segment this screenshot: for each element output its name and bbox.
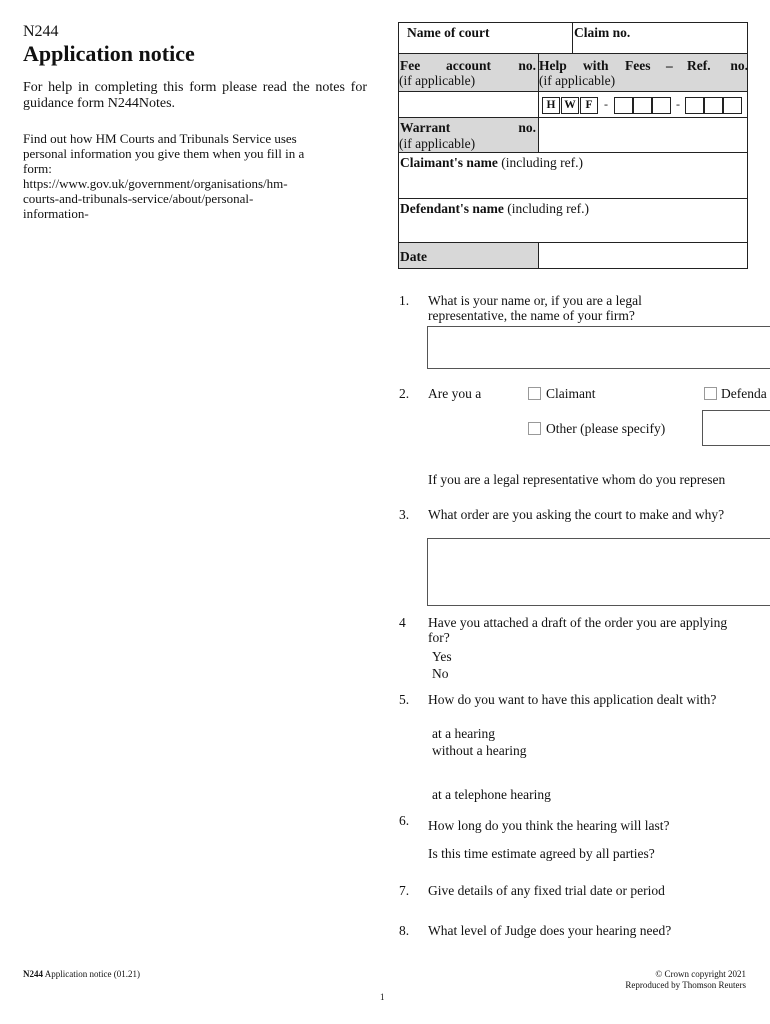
- q3-answer-field[interactable]: [427, 538, 770, 606]
- other-option-label: Other (please specify): [546, 421, 666, 436]
- hwf-dash: -: [604, 97, 608, 111]
- hwf-input[interactable]: [633, 97, 652, 114]
- privacy-link[interactable]: courts-and-tribunals-service/about/personal-: [23, 191, 254, 206]
- hwf-input[interactable]: [723, 97, 742, 114]
- q5-without-hearing-option[interactable]: without a hearing: [432, 743, 527, 758]
- hwf-letter: W: [561, 97, 579, 114]
- hwf-letter: H: [542, 97, 560, 114]
- question-number: 6.: [399, 813, 410, 828]
- footer-reproduced: Reproduced by Thomson Reuters: [625, 980, 746, 990]
- question-4-text: Have you attached a draft of the order you are applying for?: [428, 615, 728, 645]
- q5-hearing-option[interactable]: at a hearing: [432, 726, 495, 741]
- privacy-line: Find out how HM Courts and Tribunals Service uses: [23, 131, 297, 146]
- claimant-label: Claimant's name (including ref.): [400, 155, 583, 170]
- hwf-dash: -: [676, 97, 680, 111]
- form-code: N244: [23, 23, 59, 40]
- help-with-fees-sub: (if applicable): [539, 73, 616, 88]
- question-5-text: How do you want to have this application dealt with?: [428, 692, 717, 707]
- question-number: 3.: [399, 507, 410, 522]
- privacy-link[interactable]: information-: [23, 206, 89, 221]
- claim-no-label: Claim no.: [574, 25, 631, 40]
- privacy-notice: [23, 131, 367, 221]
- privacy-line: form:: [23, 161, 52, 176]
- page-number: 1: [380, 992, 385, 1002]
- other-specify-field[interactable]: [702, 410, 770, 446]
- question-number: 5.: [399, 692, 410, 707]
- warrant-sub: (if applicable): [399, 136, 476, 151]
- question-number: 2.: [399, 386, 410, 401]
- footer-copyright: © Crown copyright 2021: [655, 969, 746, 979]
- hwf-letter: F: [580, 97, 598, 114]
- hwf-input[interactable]: [704, 97, 723, 114]
- q5-telephone-option[interactable]: at a telephone hearing: [432, 787, 551, 802]
- q4-yes-option[interactable]: Yes: [432, 649, 452, 664]
- hwf-input[interactable]: [685, 97, 704, 114]
- question-2-text: Are you a: [428, 386, 482, 401]
- page-title: Application notice: [23, 41, 195, 66]
- help-with-fees-label: Help with Fees – Ref. no.: [539, 58, 748, 73]
- privacy-link[interactable]: https://www.gov.uk/government/organisations/hm-: [23, 176, 288, 191]
- claimant-option-label: Claimant: [546, 386, 596, 401]
- warrant-label: Warrant no.: [400, 120, 536, 135]
- warrant-field[interactable]: [538, 117, 748, 153]
- question-number: 8.: [399, 923, 410, 938]
- other-checkbox[interactable]: [528, 422, 541, 435]
- question-6-text: How long do you think the hearing will last?: [428, 818, 670, 833]
- question-8-text: What level of Judge does your hearing need?: [428, 923, 672, 938]
- question-3-text: What order are you asking the court to make and why?: [428, 507, 725, 522]
- question-number: 4: [399, 615, 406, 630]
- defendant-checkbox[interactable]: [704, 387, 717, 400]
- name-of-court-label: Name of court: [407, 25, 490, 40]
- question-1-text: What is your name or, if you are a legal representative, the name of your firm?: [428, 293, 642, 323]
- representative-question: If you are a legal representative whom do you represen: [428, 472, 726, 487]
- hwf-input[interactable]: [614, 97, 633, 114]
- q4-no-option[interactable]: No: [432, 666, 449, 681]
- help-text: For help in completing this form please read the notes for guidance form N244Notes.: [23, 80, 367, 111]
- fee-account-label: Fee account no.: [400, 58, 536, 73]
- question-7-text: Give details of any fixed trial date or period: [428, 883, 665, 898]
- q1-answer-field[interactable]: [427, 326, 770, 369]
- defendant-option-label: Defenda: [721, 386, 767, 401]
- fee-account-sub: (if applicable): [399, 73, 476, 88]
- question-number: 7.: [399, 883, 410, 898]
- date-label: Date: [400, 249, 427, 264]
- footer-form-id: N244 Application notice (01.21): [23, 969, 140, 979]
- hwf-input[interactable]: [652, 97, 671, 114]
- fee-account-field[interactable]: [398, 91, 539, 118]
- claimant-checkbox[interactable]: [528, 387, 541, 400]
- privacy-line: personal information you give them when you fill in a: [23, 146, 305, 161]
- defendant-label: Defendant's name (including ref.): [400, 201, 589, 216]
- date-field[interactable]: [538, 242, 748, 269]
- question-6-agreed: Is this time estimate agreed by all parties?: [428, 846, 655, 861]
- question-number: 1.: [399, 293, 410, 308]
